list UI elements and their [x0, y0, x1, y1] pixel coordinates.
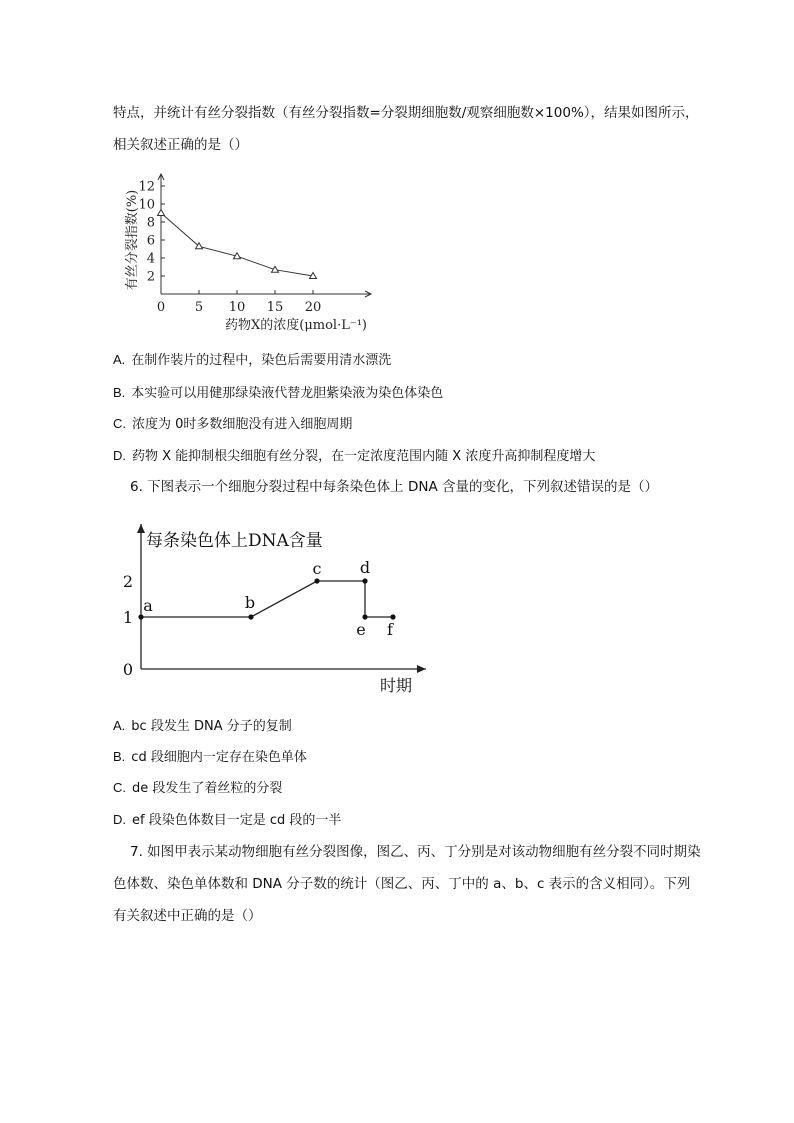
- q7-stem-line2: 色体数、染色单体数和 DNA 分子数的统计（图乙、丙、丁中的 a、b、c 表示的含义相同）。下列: [113, 876, 691, 892]
- point-label-b: b: [244, 593, 256, 612]
- option-letter: D.: [113, 812, 126, 827]
- y-tick-label: 4: [146, 251, 155, 267]
- point-label-f: f: [387, 620, 393, 639]
- data-point-f: [390, 614, 395, 619]
- option-text: 本实验可以用健那绿染液代替龙胆紫染液为染色体染色: [131, 386, 444, 401]
- x-axis-label: 药物X的浓度(μmol·L⁻¹): [225, 318, 367, 333]
- option-text: 在制作装片的过程中，染色后需要用清水漂洗: [131, 353, 392, 368]
- dna-content-chart: [113, 518, 443, 700]
- y-axis-label: 有丝分裂指数(%): [125, 189, 140, 291]
- data-point-e: [362, 614, 367, 619]
- q5-intro-line2: 相关叙述正确的是（）: [113, 137, 248, 153]
- point-label-a: a: [143, 596, 153, 615]
- x-axis-label: 时期: [380, 676, 413, 695]
- series-line: [141, 581, 393, 617]
- y-tick-label: 8: [146, 215, 155, 231]
- q5-option-a[interactable]: [113, 350, 391, 371]
- option-letter: C.: [113, 780, 126, 795]
- y-tick-label: 1: [122, 608, 133, 627]
- data-point-b: [248, 614, 253, 619]
- q6-option-a[interactable]: [113, 716, 292, 737]
- q5-option-d[interactable]: [113, 446, 595, 467]
- option-text: 药物 X 能抑制根尖细胞有丝分裂，在一定浓度范围内随 X 浓度升高抑制程度增大: [132, 449, 596, 464]
- data-point-c: [314, 578, 319, 583]
- y-tick-label: 10: [138, 197, 155, 213]
- y-tick-label: 2: [146, 269, 155, 285]
- y-tick-label: 2: [122, 572, 133, 591]
- y-axis-arrow: [137, 524, 145, 533]
- y-tick-label: 6: [146, 233, 155, 249]
- option-text: 浓度为 0时多数细胞没有进入细胞周期: [132, 417, 353, 432]
- point-label-c: c: [312, 559, 322, 578]
- option-letter: C.: [113, 416, 126, 431]
- option-letter: D.: [113, 448, 126, 463]
- q6-option-c[interactable]: [113, 778, 282, 799]
- point-label-e: e: [356, 620, 366, 639]
- x-tick-label: 5: [194, 300, 204, 315]
- option-text: ef 段染色体数目一定是 cd 段的一半: [132, 813, 342, 828]
- option-text: de 段发生了着丝粒的分裂: [132, 781, 283, 796]
- q7-stem-line1: 7. 如图甲表示某动物细胞有丝分裂图像，图乙、丙、丁分别是对该动物细胞有丝分裂不同时期染: [130, 844, 701, 860]
- option-letter: B.: [113, 385, 126, 400]
- chart-title: 每条染色体上DNA含量: [146, 531, 323, 551]
- option-text: bc 段发生 DNA 分子的复制: [131, 719, 292, 734]
- option-text: cd 段细胞内一定存在染色单体: [131, 750, 307, 765]
- x-tick-label: 10: [228, 300, 246, 315]
- mitotic-index-chart: [113, 168, 403, 338]
- q6-option-d[interactable]: [113, 810, 341, 831]
- q6-stem: 6. 下图表示一个细胞分裂过程中每条染色体上 DNA 含量的变化，下列叙述错误的是（）: [130, 479, 658, 495]
- data-point-a: [138, 614, 143, 619]
- x-tick-label: 20: [304, 300, 322, 315]
- point-label-d: d: [359, 558, 371, 577]
- y-tick-label: 0: [122, 660, 133, 679]
- q5-option-b[interactable]: [113, 383, 443, 404]
- q5-intro-line1: 特点，并统计有丝分裂指数（有丝分裂指数=分裂期细胞数/观察细胞数×100%），结果如图所示，: [113, 105, 699, 121]
- data-point-triangle: [158, 210, 165, 216]
- x-tick-label: 15: [266, 300, 284, 315]
- q6-option-b[interactable]: [113, 747, 307, 768]
- data-point-d: [362, 578, 367, 583]
- x-axis-arrow: [417, 665, 426, 673]
- q7-stem-line3: 有关叙述中正确的是（）: [113, 908, 262, 924]
- option-letter: A.: [113, 352, 126, 367]
- y-tick-label: 12: [138, 179, 155, 195]
- option-letter: A.: [113, 718, 126, 733]
- x-tick-label: 0: [156, 300, 166, 315]
- series-line: [161, 213, 313, 276]
- option-letter: B.: [113, 749, 126, 764]
- q5-option-c[interactable]: [113, 414, 352, 435]
